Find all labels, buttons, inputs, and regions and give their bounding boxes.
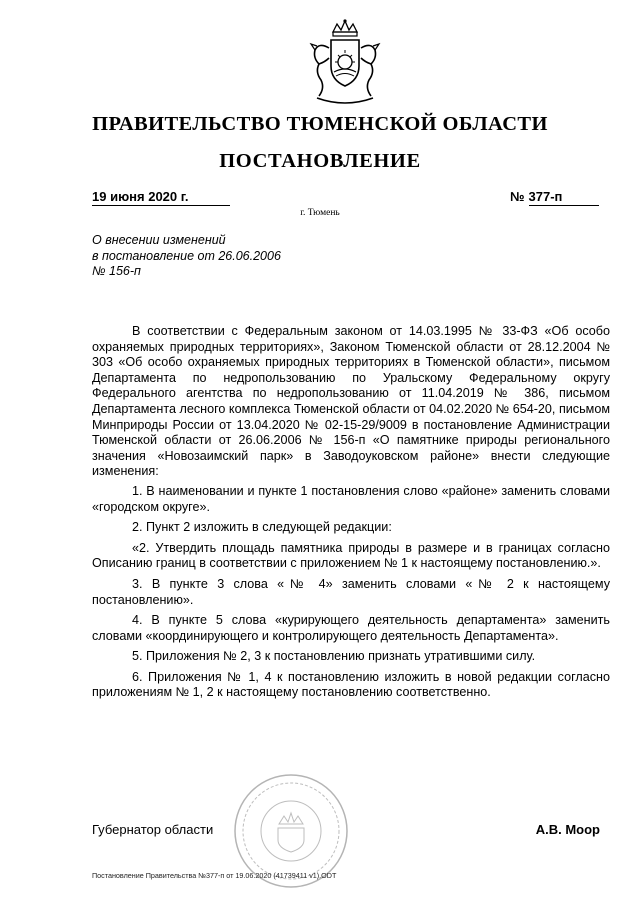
body-item: 4. В пункте 5 слова «курирующего деятельность департамента» заменить словами «координирующего и контролирующего деятельность Департамента».: [92, 613, 610, 643]
signer-name: А.В. Моор: [535, 822, 600, 837]
document-type-heading: ПОСТАНОВЛЕНИЕ: [219, 150, 421, 172]
document-body: [92, 324, 610, 706]
coat-of-arms-emblem: [303, 18, 387, 108]
document-footer: Постановление Правительства №377-п от 19.06.2020 (41739411 v1).ODT: [92, 871, 337, 880]
body-item: 1. В наименовании и пункте 1 постановления слово «районе» заменить словами «городском округе».: [92, 483, 610, 514]
number-sign: №: [510, 189, 525, 204]
subject-line: О внесении изменений: [92, 233, 226, 247]
subject-line: № 156-п: [92, 264, 141, 278]
document-number: [510, 189, 599, 206]
body-item: 6. Приложения № 1, 4 к постановлению изложить в новой редакции согласно приложениям № 1, 2 к настоящему постановлению соответственно.: [92, 669, 610, 700]
document-subject: [92, 233, 392, 280]
city-label: г. Тюмень: [300, 208, 340, 218]
subject-line: в постановление от 26.06.2006: [92, 248, 281, 263]
number-value: 377-п: [529, 189, 599, 206]
body-item: 2. Пункт 2 изложить в следующей редакции:: [132, 520, 392, 535]
preamble-paragraph: В соответствии с Федеральным законом от 14.03.1995 № 33-ФЗ «Об особо охраняемых природных территориях», Законом Тюменской области от 28.12.2004 № 303 «Об особо охраняемых природных территориях в Тюменской области», письмом Департамента по недропользованию по Уральскому Федеральному округу Федерального агентства по недропользованию от 11.04.2019 № 386, письмом Департамента лесного комплекса Тюменской области от 04.02.2020 № 654-20, письмом Минприроды России от 13.04.2020 № 02-15-29/9009 в постановление Администрации Тюменской области от 26.06.2006 № 156-п «О памятнике природы регионального значения «Новозаимский парк» в Заводоуковском районе» внести следующие изменения:: [92, 324, 610, 479]
body-item: «2. Утвердить площадь памятника природы в размере и в границах согласно Описанию границ в соответствии с приложением № 1 к настоящему постановлению.».: [92, 540, 610, 571]
government-title: ПРАВИТЕЛЬСТВО ТЮМЕНСКОЙ ОБЛАСТИ: [92, 113, 548, 135]
body-item: 5. Приложения № 2, 3 к постановлению признать утратившими силу.: [132, 649, 536, 664]
body-item: 3. В пункте 3 слова «№ 4» заменить словами «№ 2 к настоящему постановлению».: [92, 576, 610, 607]
document-date: 19 июня 2020 г.: [92, 189, 230, 206]
signer-title: Губернатор области: [92, 822, 214, 837]
